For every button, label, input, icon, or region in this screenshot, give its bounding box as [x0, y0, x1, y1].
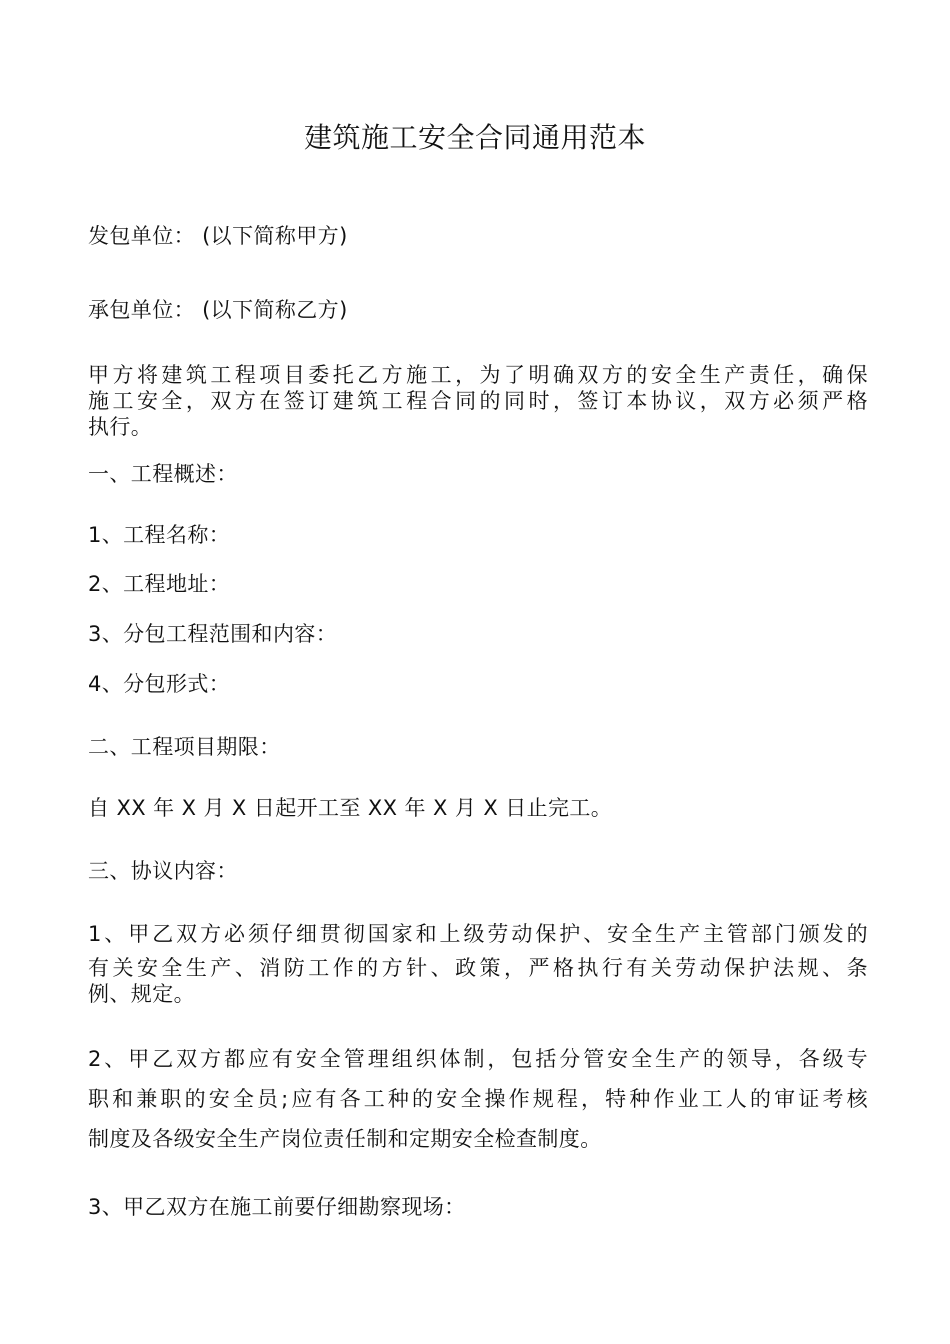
party-b-line: 承包单位： (以下简称乙方) — [88, 298, 348, 322]
clause-1-paragraph — [88, 917, 868, 1011]
clause-2-line: 职和兼职的安全员;应有各工种的安全操作规程，特种作业工人的审证考核 — [88, 1087, 868, 1111]
section-1-item: 4、分包形式： — [88, 672, 231, 696]
clause-2-paragraph — [88, 1039, 868, 1159]
intro-line: 执行。 — [88, 415, 153, 439]
intro-paragraph — [88, 362, 868, 440]
clause-1-line: 1、甲乙双方必须仔细贯彻国家和上级劳动保护、安全生产主管部门颁发的 — [88, 922, 868, 946]
party-a-line: 发包单位： (以下简称甲方) — [88, 224, 348, 248]
section-1-item: 1、工程名称： — [88, 523, 231, 547]
clause-1-line: 例、规定。 — [88, 982, 195, 1006]
clause-2-line: 制度及各级安全生产岗位责任制和定期安全检查制度。 — [88, 1127, 602, 1151]
section-3-heading: 三、协议内容： — [88, 859, 238, 883]
intro-line: 施工安全，双方在签订建筑工程合同的同时，签订本协议，双方必须严格 — [88, 389, 868, 413]
section-1-item: 2、工程地址： — [88, 572, 231, 596]
section-1-heading: 一、工程概述： — [88, 462, 238, 486]
clause-2-line: 2、甲乙双方都应有安全管理组织体制，包括分管安全生产的领导，各级专 — [88, 1047, 868, 1071]
document-title: 建筑施工安全合同通用范本 — [303, 121, 646, 154]
section-2-heading: 二、工程项目期限： — [88, 735, 281, 759]
clause-3-line: 3、甲乙双方在施工前要仔细勘察现场： — [88, 1195, 466, 1219]
section-1-item: 3、分包工程范围和内容： — [88, 622, 338, 646]
intro-line: 甲方将建筑工程项目委托乙方施工，为了明确双方的安全生产责任，确保 — [88, 363, 868, 387]
clause-1-line: 有关安全生产、消防工作的方针、政策，严格执行有关劳动保护法规、条 — [88, 956, 868, 980]
section-2-text: 自 XX 年 X 月 X 日起开工至 XX 年 X 月 X 日止完工。 — [88, 796, 613, 820]
